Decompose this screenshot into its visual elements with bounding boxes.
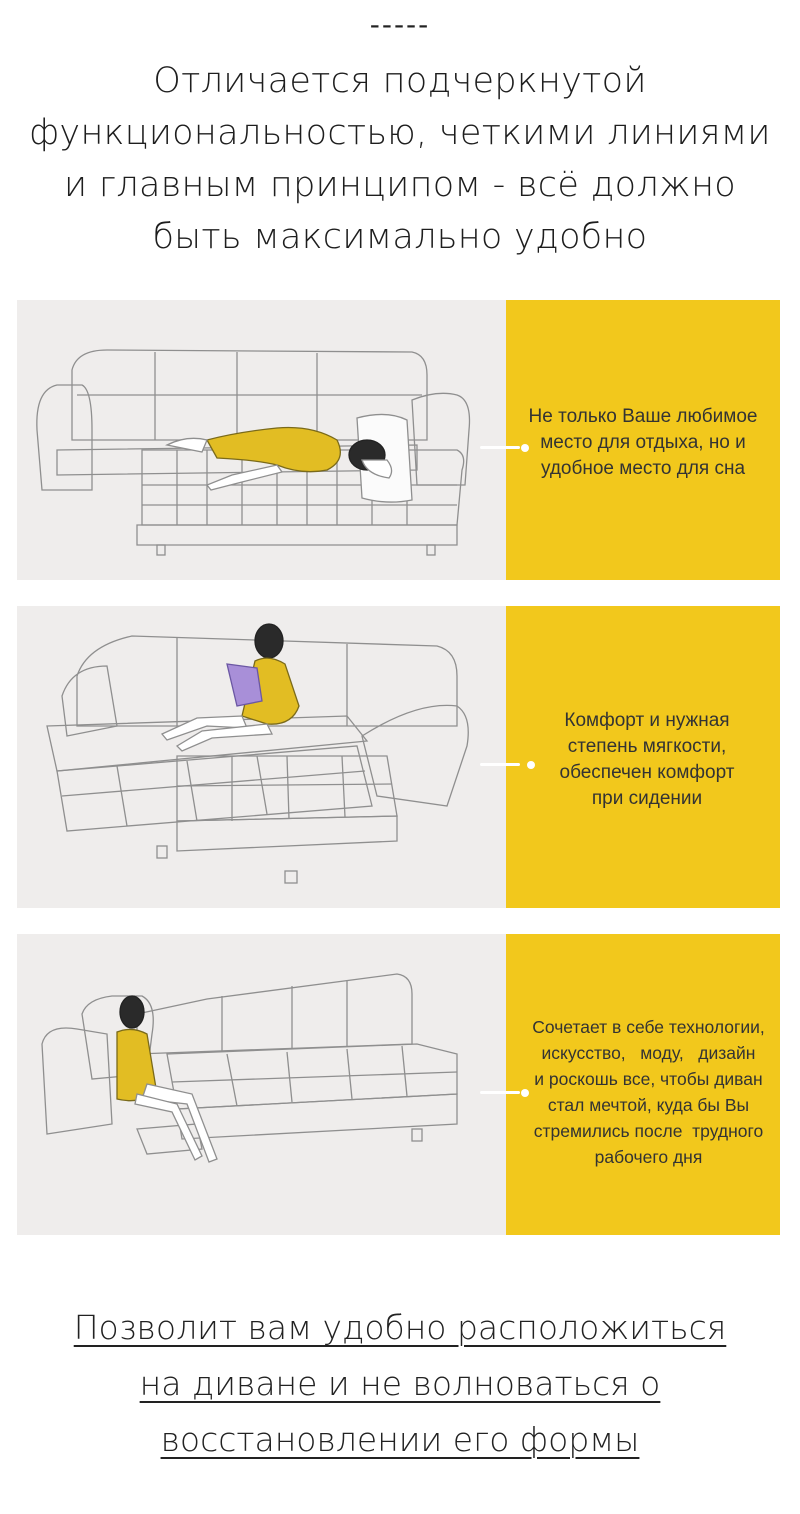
bottom-caption-line: восстановлении его формы [160,1420,640,1459]
feature-text-line: Комфорт и нужная [564,710,730,731]
bottom-caption-line: Позволит вам удобно расположиться [73,1308,727,1347]
sofa-reading-illustration [17,606,506,908]
feature-panel-comfort [17,606,780,908]
bottom-caption [0,1300,800,1468]
feature-panel-design [17,934,780,1235]
connector-dot [527,761,535,769]
connector-line [480,763,520,766]
feature-text-line: стал мечтой, куда бы Вы [547,1095,750,1115]
feature-text-line: Сочетает в себе технологии, [532,1017,765,1037]
connector-line [480,1091,520,1094]
headline-line: Отличается подчеркнутой [153,61,647,101]
feature-panel-sleep [17,300,780,580]
feature-text-sleep [506,404,780,482]
feature-text-comfort [537,708,757,812]
feature-text-line: степень мягкости, [567,736,727,757]
headline-line: функциональностью, четкими линиями [29,113,771,153]
bottom-caption-line: на диване и не волноваться о [139,1364,661,1403]
feature-text-line: удобное место для сна [540,458,746,479]
sofa-recliner-illustration [17,934,506,1235]
feature-text-line: рабочего дня [594,1147,703,1167]
headline [0,55,800,263]
top-dashes: ----- [369,8,431,41]
feature-text-line: место для отдыха, но и [540,432,746,453]
feature-text-line: при сидении [591,788,703,809]
headline-line: быть максимально удобно [152,217,648,257]
headline-line: и главным принципом - всё должно [64,165,736,205]
feature-text-line: стремились после трудного [533,1121,764,1141]
feature-text-line: и роскошь все, чтобы диван [534,1069,763,1089]
feature-text-line: обеспечен комфорт [559,762,735,783]
feature-text-design [517,1014,780,1170]
feature-text-line: Не только Ваше любимое [528,406,758,427]
feature-text-line: искусство, моду, дизайн [541,1043,756,1063]
sofa-sleeping-illustration [17,300,506,580]
